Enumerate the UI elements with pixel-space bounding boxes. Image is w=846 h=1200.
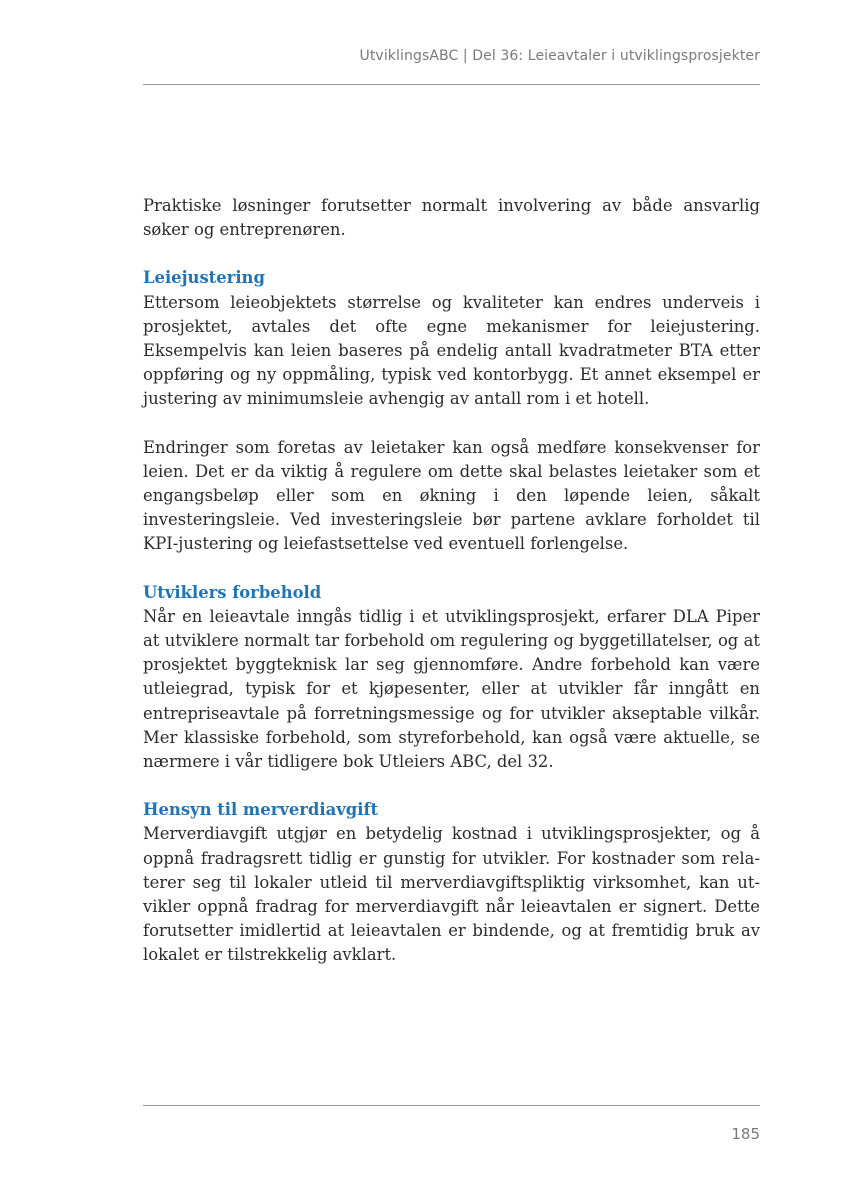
footer-divider <box>143 1105 760 1106</box>
body-paragraph: Når en leieavtale inngås tidlig i et utviklingsprosjekt, erfarer DLA Piper at utviklere normalt tar forbehold om regulering og byggetillatelser, og at prosjektet byggteknisk lar seg gjennomføre. Andre forbehold kan være utleiegrad, typisk for et kjøpesenter, eller at utvikler får inngått en entrepriseavtale på forretningsmessige og for utvikler akseptable vilkår. Mer klassiske forbehold, som styreforbehold, kan også være aktuelle, se nærmere i vår tidligere bok Utleiers ABC, del 32. <box>143 606 760 772</box>
header-divider <box>143 84 760 85</box>
section-heading-merverdiavgift: Hensyn til merverdiavgift <box>143 800 379 820</box>
paragraph-spacer <box>143 557 760 581</box>
body-paragraph: Ettersom leieobjektets størrelse og kvaliteter kan endres underveis i prosjektet, avtales det ofte egne mekanismer for leiejustering. Eksempelvis kan leien baseres på endelig antall kvadratmeter BTA etter oppføring og ny oppmåling, typisk ved kontorbygg. Et annet eksempel er justering av minimumsleie avhengig av antall rom i et hotell. <box>143 292 760 409</box>
section-heading-utviklers-forbehold: Utviklers forbehold <box>143 582 322 602</box>
paragraph-spacer <box>143 242 760 266</box>
body-paragraph: Endringer som foretas av leietaker kan også medføre konsekvenser for leien. Det er da viktig å regulere om dette skal belastes leietaker som et engangsbeløp eller som en økning i den løpende leien, såkalt investeringsleie. Ved investeringsleie bør partene avklare forholdet til KPI-justering og leiefastsettelse ved eventuell forlengelse. <box>143 437 760 554</box>
running-header: UtviklingsABC | Del 36: Leieavtaler i utviklingsprosjekter <box>359 48 760 64</box>
body-text <box>143 194 760 968</box>
page-number: 185 <box>731 1125 760 1143</box>
section-heading-leiejustering: Leiejustering <box>143 268 265 288</box>
body-paragraph: Merverdiavgift utgjør en betydelig kostnad i utviklingsprosjekter, og å oppnå fradragsrett tidlig er gunstig for utvikler. For kostnader som relaterer seg til lokaler utleid til merverdiavgiftspliktig virksomhet, kan utvikler oppnå fradrag for merverdiavgift når leieavtalen er signert. Dette forutsetter imidlertid at leieavtalen er bindende, og at fremtidig bruk av lokalet er tilstrekkelig avklart. <box>143 824 760 965</box>
paragraph-spacer <box>143 774 760 798</box>
intro-paragraph: Praktiske løsninger forutsetter normalt involvering av både ansvarlig søker og entreprenøren. <box>143 196 760 240</box>
paragraph-spacer <box>143 412 760 436</box>
